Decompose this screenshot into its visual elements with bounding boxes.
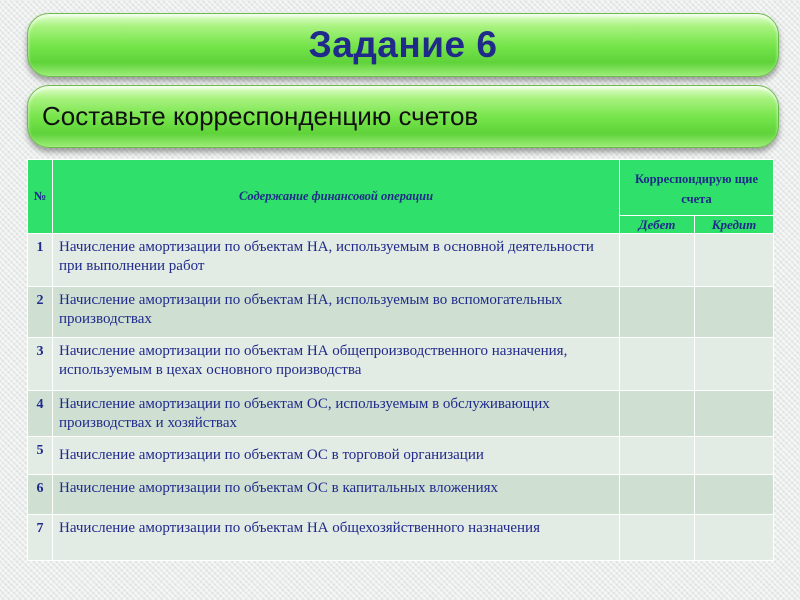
debit-cell[interactable]: [620, 338, 695, 391]
header-credit: Кредит: [695, 216, 774, 234]
row-text: Начисление амортизации по объектам НА, используемым во вспомогательных производствах: [53, 287, 620, 338]
table-row: [28, 475, 774, 515]
table-row: [28, 437, 774, 475]
credit-cell[interactable]: [695, 437, 774, 475]
row-number: 4: [28, 391, 53, 437]
row-number: 1: [28, 234, 53, 287]
header-debit: Дебет: [620, 216, 695, 234]
debit-cell[interactable]: [620, 391, 695, 437]
row-number: 3: [28, 338, 53, 391]
table-row: [28, 515, 774, 561]
subtitle-banner: [27, 85, 779, 148]
accounts-table: [27, 159, 773, 561]
row-text: Начисление амортизации по объектам НА общехозяйственного назначения: [53, 515, 620, 561]
row-number: 6: [28, 475, 53, 515]
row-text: Начисление амортизации по объектам НА, используемым в основной деятельности при выполнении работ: [53, 234, 620, 287]
table-row: [28, 391, 774, 437]
credit-cell[interactable]: [695, 515, 774, 561]
row-number: 2: [28, 287, 53, 338]
debit-cell[interactable]: [620, 287, 695, 338]
row-text: Начисление амортизации по объектам ОС, используемым в обслуживающих производствах и хозяйствах: [53, 391, 620, 437]
credit-cell[interactable]: [695, 338, 774, 391]
credit-cell[interactable]: [695, 391, 774, 437]
table-row: [28, 287, 774, 338]
credit-cell[interactable]: [695, 287, 774, 338]
debit-cell[interactable]: [620, 234, 695, 287]
credit-cell[interactable]: [695, 475, 774, 515]
row-number: 5: [28, 437, 53, 475]
page-title: Задание 6: [308, 24, 498, 65]
row-text: Начисление амортизации по объектам НА общепроизводственного назначения, используемым в цехах основного производства: [53, 338, 620, 391]
page-subtitle: Составьте корреспонденцию счетов: [42, 101, 479, 131]
table-row: [28, 338, 774, 391]
header-number: №: [28, 160, 53, 234]
table-row: [28, 234, 774, 287]
row-text: Начисление амортизации по объектам ОС в капитальных вложениях: [53, 475, 620, 515]
debit-cell[interactable]: [620, 515, 695, 561]
header-content: Содержание финансовой операции: [53, 160, 620, 234]
row-text: Начисление амортизации по объектам ОС в торговой организации: [53, 437, 620, 475]
debit-cell[interactable]: [620, 437, 695, 475]
header-corresponding-accounts: Корреспондирую щие счета: [620, 160, 774, 216]
debit-cell[interactable]: [620, 475, 695, 515]
title-banner: [27, 13, 779, 77]
credit-cell[interactable]: [695, 234, 774, 287]
row-number: 7: [28, 515, 53, 561]
